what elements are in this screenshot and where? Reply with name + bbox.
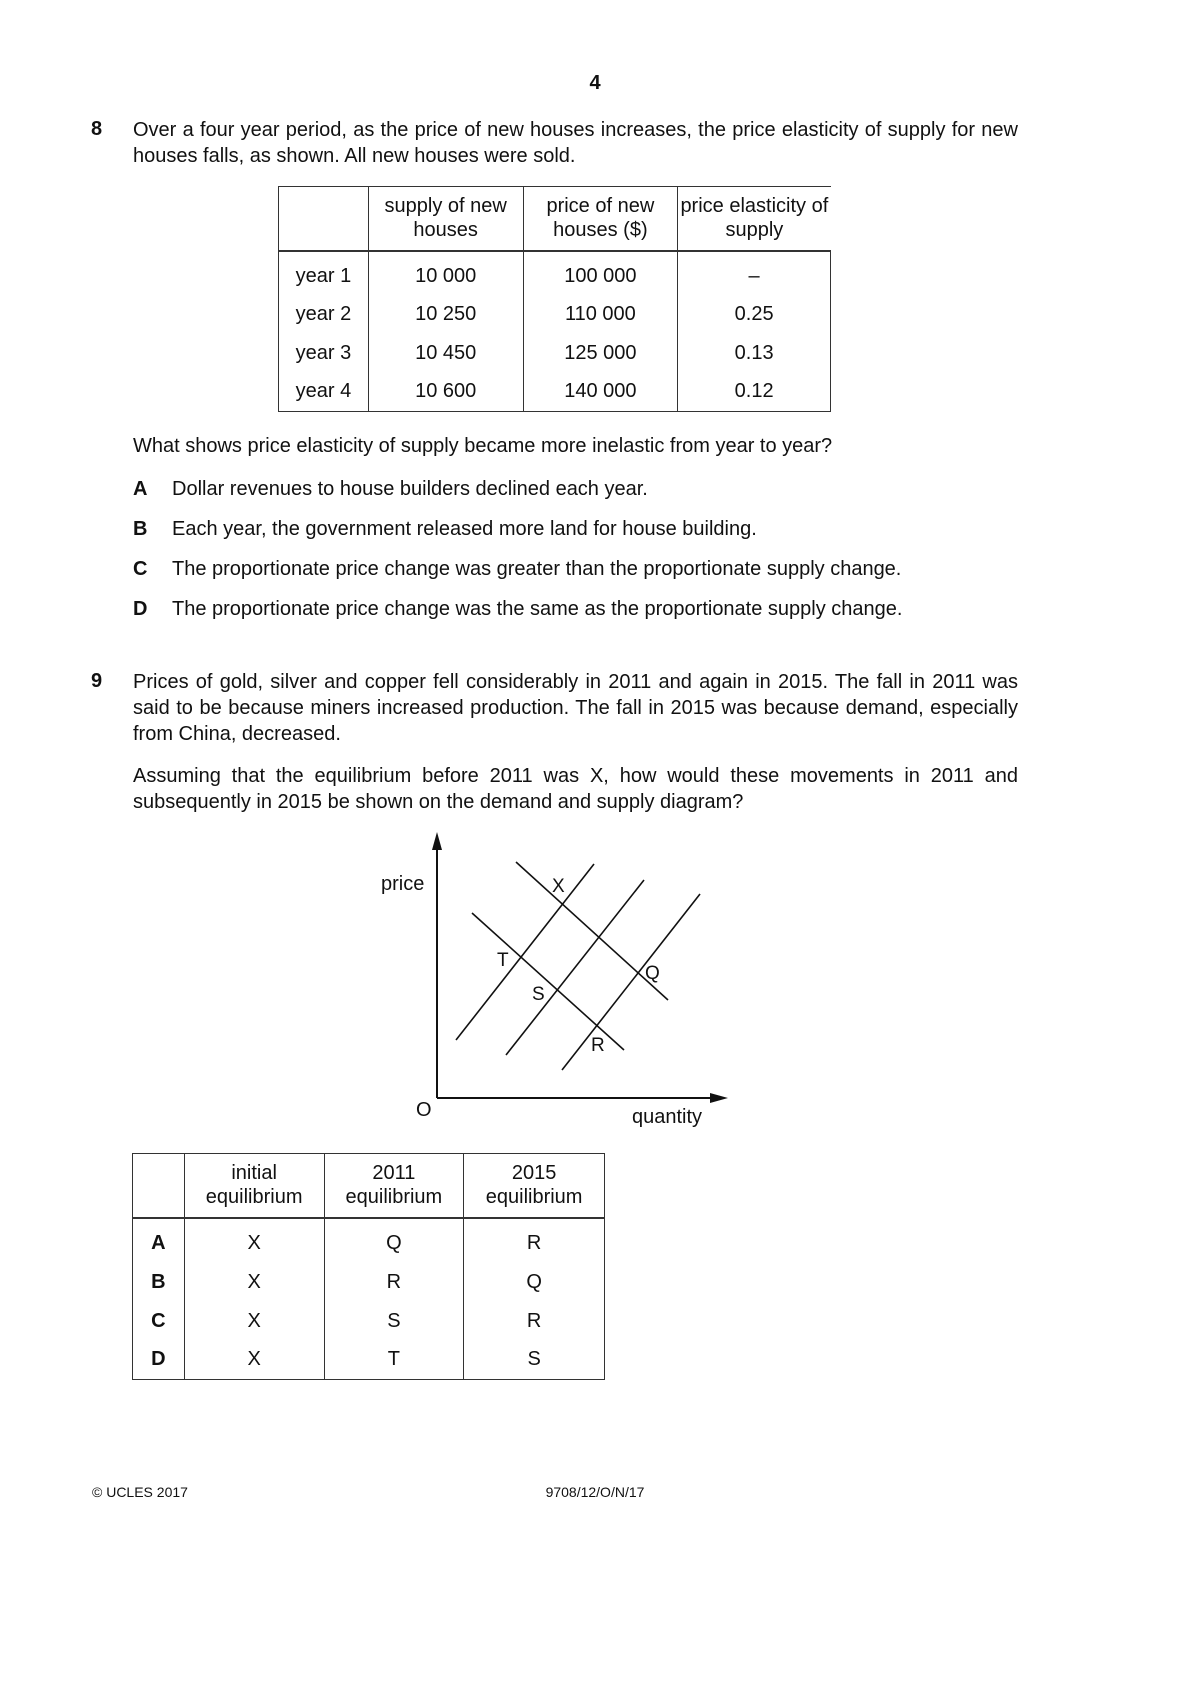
table-cell: 140 000: [523, 373, 678, 412]
option-c-text: The proportionate price change was greater than the proportionate supply change.: [172, 558, 902, 580]
table-cell: 10 600: [368, 373, 523, 412]
table-cell: 110 000: [523, 295, 678, 334]
question-8-intro: Over a four year period, as the price of new houses increases, the price elasticity of supply for new houses falls, as shown. All new houses were sold.: [133, 119, 1018, 167]
table-cell: S: [464, 1341, 605, 1380]
table-cell: –: [678, 251, 831, 295]
table-cell: 125 000: [523, 334, 678, 373]
table-cell: R: [464, 1218, 605, 1263]
table-cell: 10 450: [368, 334, 523, 373]
table-row: [133, 1302, 605, 1341]
table-row: [133, 1263, 605, 1302]
table-cell: year 2: [279, 295, 369, 334]
option-a-text: Dollar revenues to house builders declined each year.: [172, 478, 648, 500]
option-a-letter: A: [133, 478, 148, 500]
x-axis-label: quantity: [632, 1106, 703, 1128]
question-9-stem: Assuming that the equilibrium before 2011 was X, how would these movements in 2011 and subsequently in 2015 be shown on the demand and supply diagram?: [133, 765, 1018, 813]
origin-label: O: [416, 1099, 432, 1121]
point-label-t: T: [497, 950, 509, 971]
table-cell: Q: [324, 1218, 464, 1263]
answer-letter-a: A: [133, 1218, 185, 1263]
y-axis-arrow-icon: [432, 832, 442, 850]
page-number: 4: [589, 72, 601, 94]
table-cell: X: [184, 1341, 324, 1380]
option-d-letter: D: [133, 598, 148, 620]
table-cell: 10 250: [368, 295, 523, 334]
footer-paper-code: 9708/12/O/N/17: [545, 1484, 645, 1500]
table-cell: 0.13: [678, 334, 831, 373]
table-cell: year 3: [279, 334, 369, 373]
header-cell-price: price of new houses ($): [523, 187, 678, 251]
y-axis-label: price: [381, 873, 425, 895]
point-label-r: R: [591, 1035, 605, 1056]
table-row: [133, 1341, 605, 1380]
header-cell-elasticity: price elasticity of supply: [678, 187, 831, 251]
point-label-s: S: [532, 984, 545, 1005]
table-cell: S: [324, 1302, 464, 1341]
table-cell: Q: [464, 1263, 605, 1302]
table-cell: X: [184, 1218, 324, 1263]
table-cell: 0.25: [678, 295, 831, 334]
option-d-text: The proportionate price change was the same as the proportionate supply change.: [172, 598, 903, 620]
table-row: [133, 1218, 605, 1263]
question-8-number: 8: [91, 118, 103, 140]
supply-curve-3: [562, 894, 700, 1070]
question-9-intro: Prices of gold, silver and copper fell considerably in 2011 and again in 2015. The fall in 2011 was said to be because miners increased production. The fall in 2015 was because demand, especially from China, decreased.: [133, 671, 1018, 745]
question-9-table: [132, 1153, 605, 1380]
header-cell-initial: initial equilibrium: [184, 1154, 324, 1218]
answer-letter-c: C: [133, 1302, 185, 1341]
point-label-x: X: [552, 876, 565, 897]
header-cell-empty: [133, 1154, 185, 1218]
answer-letter-d: D: [133, 1341, 185, 1380]
x-axis-arrow-icon: [710, 1093, 728, 1103]
answer-letter-b: B: [133, 1263, 185, 1302]
question-9-table-wrap: [132, 1153, 605, 1380]
header-cell-supply: supply of new houses: [368, 187, 523, 251]
supply-curve-2: [506, 880, 644, 1055]
option-b-text: Each year, the government released more land for house building.: [172, 518, 757, 540]
table-cell: T: [324, 1341, 464, 1380]
table-cell: 100 000: [523, 251, 678, 295]
supply-curve-1: [456, 864, 594, 1040]
table-cell: year 1: [279, 251, 369, 295]
table-cell: X: [184, 1302, 324, 1341]
table-cell: 10 000: [368, 251, 523, 295]
header-cell-2011: 2011 equilibrium: [324, 1154, 464, 1218]
question-9-number: 9: [91, 670, 103, 692]
point-label-q: Q: [645, 963, 660, 984]
table-cell: year 4: [279, 373, 369, 412]
table-cell: R: [464, 1302, 605, 1341]
table-cell: X: [184, 1263, 324, 1302]
option-c-letter: C: [133, 558, 148, 580]
header-cell-2015: 2015 equilibrium: [464, 1154, 605, 1218]
footer-copyright: © UCLES 2017: [92, 1484, 188, 1500]
option-b-letter: B: [133, 518, 148, 540]
table-cell: 0.12: [678, 373, 831, 412]
question-8-stem: What shows price elasticity of supply became more inelastic from year to year?: [133, 435, 833, 457]
table-cell: R: [324, 1263, 464, 1302]
table-header-row: [133, 1154, 605, 1218]
